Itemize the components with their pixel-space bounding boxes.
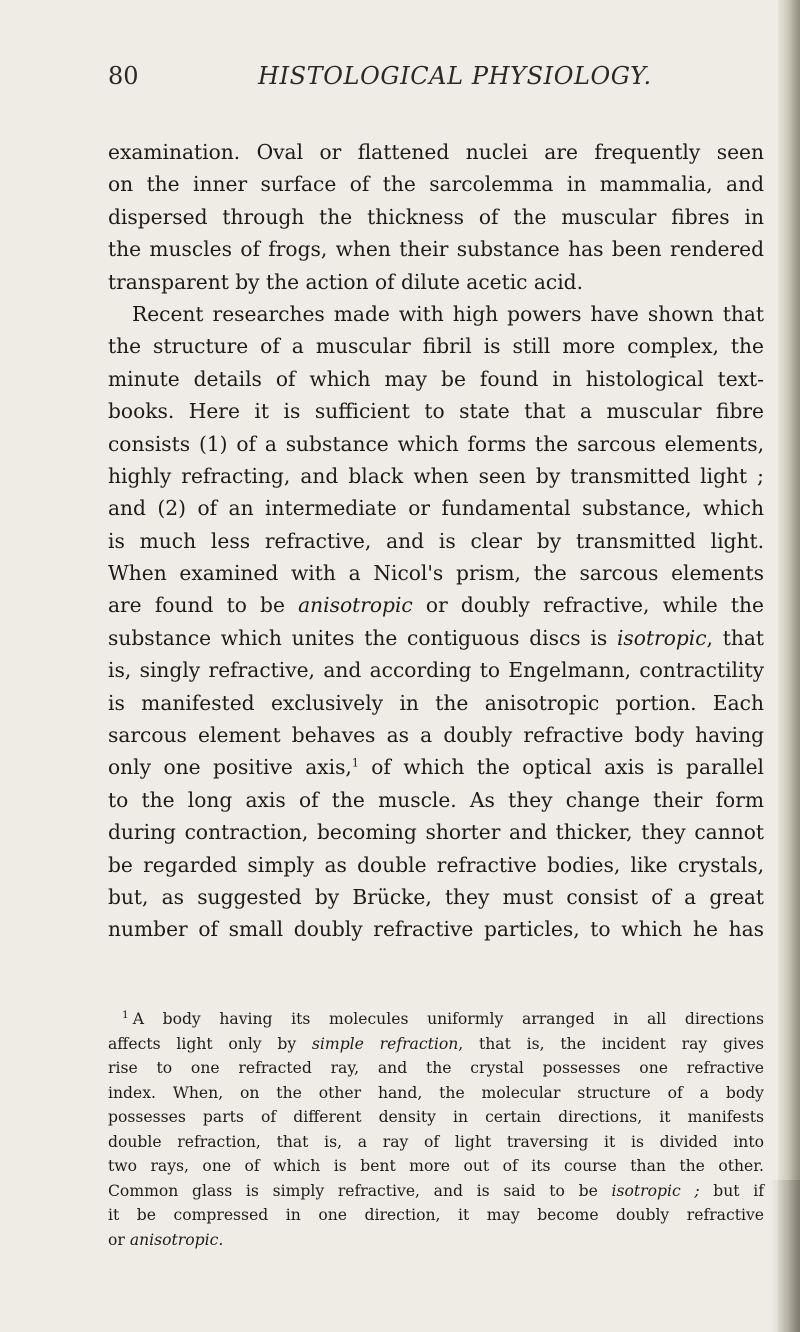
text-run: affects light only by (108, 1034, 312, 1053)
italic-term: simple refraction (311, 1034, 459, 1053)
text-line: When examined with a Nicol's prism, the sarcous elements (108, 561, 764, 586)
footnote-line: rise to one refracted ray, and the crystal possesses one refractive (108, 1059, 764, 1077)
text-line: to the long axis of the muscle. As they change their form (108, 787, 764, 812)
footnote (108, 1007, 764, 1252)
footnote-line: it be compressed in one direction, it may become doubly refractive (108, 1206, 764, 1224)
italic-term: isotropic ; (611, 1181, 700, 1200)
text-line: the structure of a muscular fibril is still more complex, the (108, 334, 764, 359)
footnote-line: index. When, on the other hand, the molecular structure of a body (108, 1083, 764, 1102)
text-line (108, 751, 764, 783)
text-run: or (108, 1230, 130, 1249)
text-line: consists (1) of a substance which forms the sarcous elements, (108, 431, 764, 456)
text-run: but if (699, 1181, 765, 1200)
text-line: is much less refractive, and is clear by transmitted light. (108, 528, 764, 553)
text-line: and (2) of an intermediate or fundamental substance, which (108, 496, 764, 521)
page-edge-shadow (778, 0, 800, 1332)
footnote-line: two rays, one of which is bent more out of its course than the other. (108, 1157, 764, 1175)
footnote-line (108, 1228, 764, 1253)
footnote-line: double refraction, that is, a ray of light traversing it is divided into (108, 1132, 764, 1151)
text-line: transparent by the action of dilute acetic acid. (108, 269, 584, 294)
text-line: the muscles of frogs, when their substance has been rendered (108, 237, 764, 262)
text-line: on the inner surface of the sarcolemma in mammalia, and (108, 172, 764, 197)
text-run: of which the optical axis is parallel (358, 755, 765, 780)
footnote-reference: 1 (351, 756, 359, 770)
text-line: dispersed through the thickness of the muscular fibres in (108, 204, 764, 229)
running-head: HISTOLOGICAL PHYSIOLOGY. (258, 62, 652, 90)
text-run: , that (706, 625, 764, 650)
footnote-number: 1 (122, 1008, 129, 1021)
text-line: minute details of which may be found in histological text- (108, 366, 764, 391)
text-line: sarcous element behaves as a doubly refractive body having (108, 723, 764, 748)
italic-term: anisotropic. (129, 1230, 224, 1249)
text-line: Recent researches made with high powers have shown that (132, 301, 764, 326)
text-line (108, 589, 764, 621)
text-line: books. Here it is sufficient to state that a muscular fibre (108, 399, 764, 424)
text-line: is, singly refractive, and according to Engelmann, contractility (108, 658, 764, 683)
text-line: during contraction, becoming shorter and thicker, they cannot (108, 820, 764, 845)
body-text (108, 136, 764, 946)
text-line: be regarded simply as double refractive bodies, like crystals, (108, 852, 764, 877)
text-line: but, as suggested by Brücke, they must consist of a great (108, 884, 764, 909)
footnote-line: possesses parts of different density in certain directions, it manifests (108, 1108, 764, 1126)
footnote-line (108, 1007, 764, 1032)
footnote-line (108, 1179, 764, 1204)
text-run: , that is, the incident ray gives (458, 1034, 764, 1053)
text-line (108, 622, 764, 654)
footnote-line (108, 1032, 764, 1057)
italic-term: isotropic (616, 625, 707, 650)
italic-term: anisotropic (298, 593, 413, 618)
text-line: highly refracting, and black when seen by transmitted light ; (108, 463, 764, 488)
page-edge-shadow-bottom (770, 1180, 800, 1332)
page-number: 80 (108, 62, 139, 90)
text-line: is manifested exclusively in the anisotropic portion. Each (108, 690, 764, 715)
text-run: substance which unites the contiguous discs is (108, 625, 617, 650)
text-line: examination. Oval or flattened nuclei are frequently seen (108, 140, 764, 164)
text-run: are found to be (108, 593, 299, 618)
text-run: Common glass is simply refractive, and is said to be (108, 1181, 612, 1200)
text-line: number of small doubly refractive particles, to which he has (108, 917, 764, 942)
page-header (0, 62, 800, 102)
text-run: A body having its molecules uniformly arranged in all directions (132, 1010, 764, 1028)
text-run: or doubly refractive, while the (412, 593, 764, 618)
text-run: only one positive axis, (108, 755, 352, 780)
